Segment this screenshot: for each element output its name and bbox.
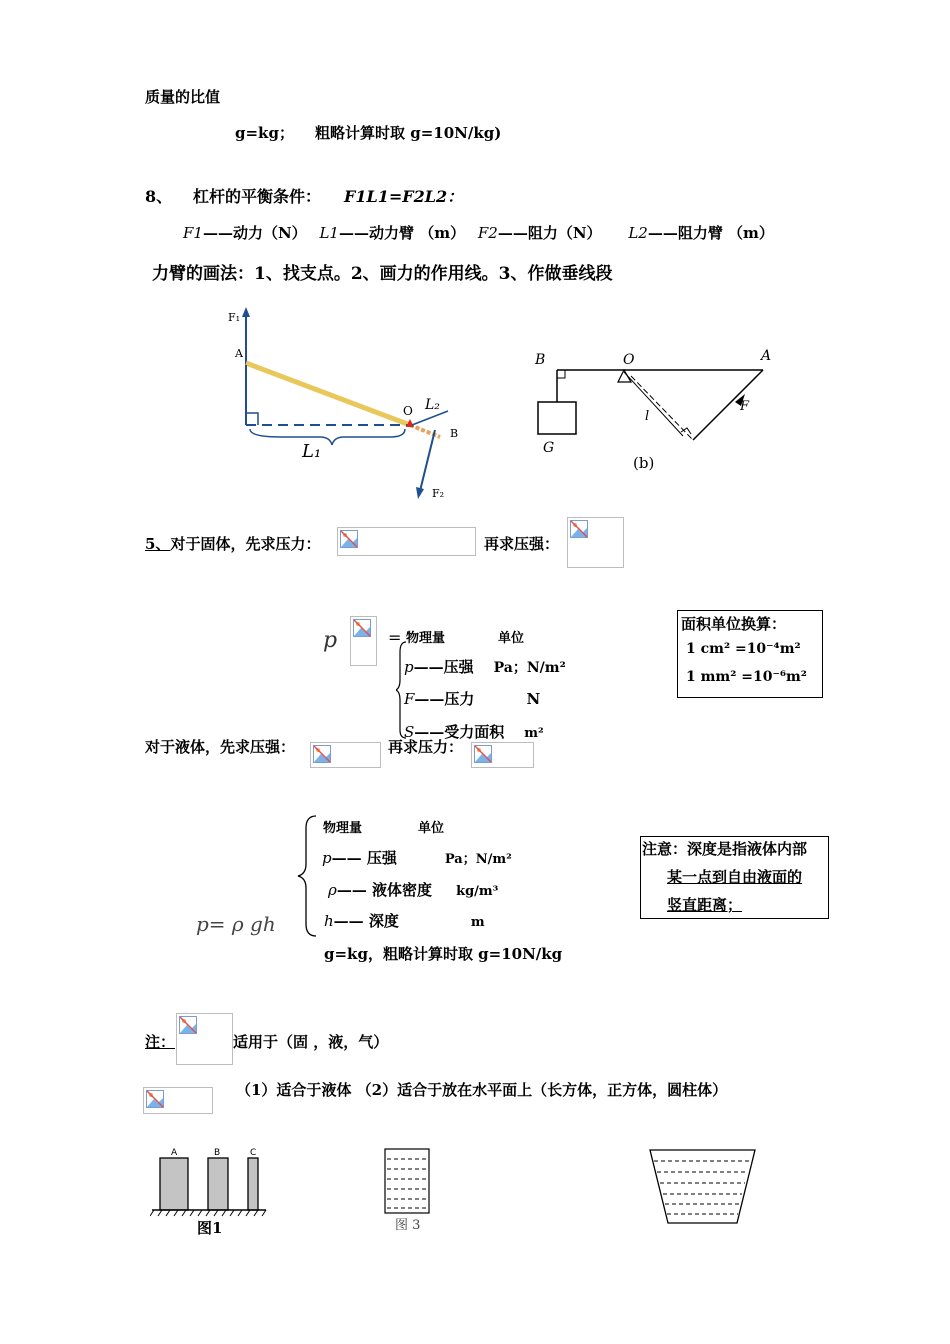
def-L2-symbol: L2 bbox=[628, 224, 648, 242]
solid-row-name: ——压力 bbox=[414, 690, 475, 708]
g-unit: g=kg； bbox=[235, 124, 294, 142]
lever-b-F: F bbox=[740, 399, 750, 414]
broken-image-icon bbox=[474, 745, 492, 763]
figure1-blocks bbox=[150, 1145, 270, 1240]
lever-a-F2: F₂ bbox=[432, 487, 445, 500]
equals-sign: = bbox=[388, 628, 402, 647]
lever-a-O: O bbox=[403, 404, 413, 418]
lever-b-l: l bbox=[645, 409, 650, 424]
then-pressure: 再求压强： bbox=[484, 535, 560, 553]
solid-row-name: ——受力面积 bbox=[414, 723, 505, 741]
section8-number: 8、 bbox=[145, 187, 173, 206]
figure3-container bbox=[375, 1145, 445, 1235]
solid-row-unit: Pa；N/m² bbox=[493, 660, 566, 676]
def-F2-symbol: F2 bbox=[477, 224, 498, 242]
trapezoid-container bbox=[645, 1145, 760, 1230]
lever-b-B: B bbox=[535, 352, 546, 368]
broken-image-icon bbox=[340, 530, 358, 548]
solid-header-qty: 物理量 bbox=[406, 631, 446, 646]
liquid-row-name: —— 液体密度 bbox=[336, 881, 433, 899]
liquid-text: 对于液体，先求压强： bbox=[145, 738, 296, 756]
figure1-label-B: B bbox=[214, 1148, 221, 1158]
formula-image-general bbox=[176, 1013, 233, 1065]
solid-header-unit: 单位 bbox=[498, 631, 525, 646]
area-conversion-box bbox=[677, 610, 823, 698]
figure3-caption: 图 3 bbox=[395, 1218, 421, 1233]
p-symbol: p bbox=[323, 628, 338, 653]
lever-b-O: O bbox=[623, 352, 635, 368]
liquid-formula: p= ρ gh bbox=[196, 912, 276, 936]
section8-title: 杠杆的平衡条件： bbox=[193, 187, 322, 206]
solid-row-F bbox=[404, 688, 540, 709]
note-suitable: （1）适合于液体 （2）适合于放在水平面上（长方体，正方体，圆柱体） bbox=[236, 1081, 728, 1099]
broken-image-icon bbox=[570, 520, 588, 538]
liquid-row-sym: h bbox=[324, 912, 334, 930]
solid-row-p bbox=[404, 656, 566, 677]
depth-note-line2: 某一点到自由液面的 bbox=[667, 868, 803, 886]
lever-a-A: A bbox=[235, 347, 243, 360]
broken-image-icon bbox=[313, 745, 331, 763]
def-L2-desc: ——阻力臂 （m） bbox=[647, 224, 774, 242]
liquid-row-name: —— 压强 bbox=[331, 849, 397, 867]
g-approx: 粗略计算时取 g=10N/kg) bbox=[315, 124, 502, 142]
formula-image-fraction bbox=[350, 616, 377, 666]
note-applies: 适用于（固 ，液，气） bbox=[233, 1033, 389, 1051]
figure1-caption: 图1 bbox=[197, 1219, 223, 1237]
liquid-row-p bbox=[322, 847, 512, 868]
area-box-title: 面积单位换算： bbox=[681, 615, 787, 633]
def-L1-symbol: L1 bbox=[319, 224, 339, 242]
depth-note-box bbox=[640, 836, 829, 919]
solid-row-unit: N bbox=[526, 690, 541, 708]
def-F2-desc: ——阻力（N） bbox=[497, 224, 602, 242]
liquid-row-h bbox=[324, 910, 485, 931]
lever-b-A: A bbox=[761, 348, 772, 364]
liquid-then-force: 再求压力： bbox=[388, 738, 464, 756]
lever-a-F1: F₁ bbox=[228, 311, 241, 324]
formula-image-liquid-force bbox=[471, 742, 534, 768]
depth-note-line3: 竖直距离； bbox=[667, 896, 743, 914]
lever-a-B: B bbox=[450, 427, 459, 440]
figure1-label-A: A bbox=[171, 1148, 178, 1158]
area-cm: 1 cm² =10⁻⁴m² bbox=[686, 641, 801, 657]
solid-text: 对于固体，先求压力： bbox=[170, 535, 321, 553]
solid-row-sym: F bbox=[404, 690, 415, 708]
def-L1-desc: ——动力臂 （m） bbox=[338, 224, 466, 242]
formula-image-liquid-pressure bbox=[310, 742, 381, 768]
lever-a-L2: L₂ bbox=[425, 397, 440, 413]
liquid-g-line: g=kg，粗略计算时取 g=10N/kg bbox=[324, 945, 563, 963]
figure1-label-C: C bbox=[250, 1148, 257, 1158]
lever-diagram-b bbox=[505, 340, 785, 480]
intro-line: 质量的比值 bbox=[145, 88, 221, 106]
formula-image-pressure bbox=[567, 517, 624, 568]
liquid-row-rho bbox=[328, 879, 498, 900]
area-mm: 1 mm² =10⁻⁶m² bbox=[686, 669, 807, 685]
def-F1-desc: ——动力（N） bbox=[202, 224, 307, 242]
formula-image-force bbox=[337, 527, 476, 556]
note-prefix: 注： bbox=[145, 1033, 176, 1051]
liquid-row-unit: Pa；N/m² bbox=[444, 852, 512, 867]
lever-b-G: G bbox=[543, 440, 555, 456]
broken-image-icon bbox=[146, 1090, 164, 1108]
solid-line bbox=[145, 533, 320, 554]
broken-image-icon bbox=[179, 1016, 197, 1034]
solid-row-name: ——压强 bbox=[413, 658, 474, 676]
liquid-row-unit: m bbox=[470, 915, 485, 930]
broken-image-icon bbox=[353, 619, 371, 637]
def-F1-symbol: F1 bbox=[183, 224, 203, 242]
solid-prefix: 5、 bbox=[145, 535, 171, 553]
lever-b-caption: (b) bbox=[633, 454, 655, 472]
lever-definitions bbox=[183, 222, 774, 243]
solid-row-sym: S bbox=[404, 723, 415, 741]
lever-diagram-a bbox=[220, 305, 470, 505]
arm-method: 力臂的画法：1、找支点。2、画力的作用线。3、作做垂线段 bbox=[152, 264, 613, 284]
liquid-row-unit: kg/m³ bbox=[456, 884, 499, 899]
liquid-row-sym: p bbox=[322, 849, 332, 867]
liquid-header-qty: 物理量 bbox=[323, 821, 363, 836]
liquid-row-sym: ρ bbox=[328, 881, 337, 899]
liquid-brace bbox=[296, 814, 320, 938]
formula-image-rho-gh bbox=[143, 1087, 213, 1114]
depth-note-line1: 注意：深度是指液体内部 bbox=[642, 840, 808, 858]
solid-row-sym: p bbox=[404, 658, 414, 676]
solid-row-unit: m² bbox=[524, 726, 544, 741]
liquid-row-name: —— 深度 bbox=[333, 912, 399, 930]
liquid-header-unit: 单位 bbox=[418, 821, 445, 836]
lever-formula: F1L1=F2L2： bbox=[344, 187, 464, 206]
lever-a-L1: L₁ bbox=[302, 441, 322, 462]
